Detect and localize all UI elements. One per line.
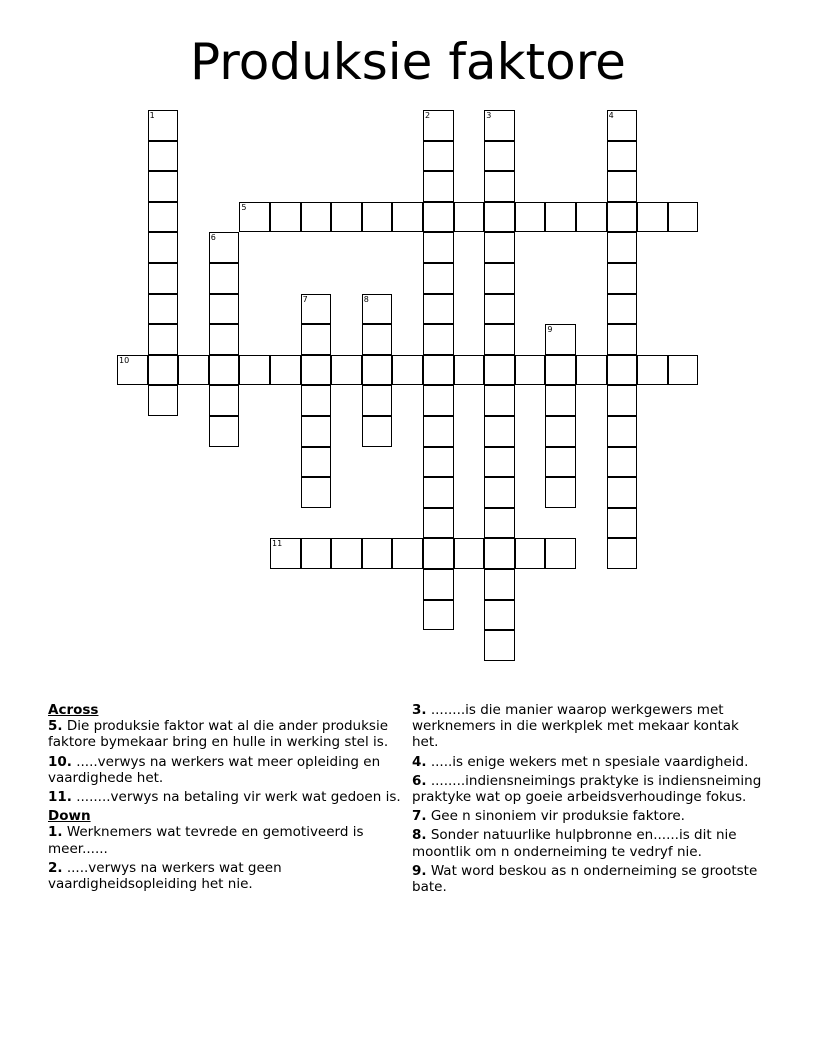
- cell-number: 10: [119, 355, 130, 365]
- crossword-cell[interactable]: [545, 447, 576, 478]
- crossword-cell[interactable]: [362, 538, 393, 569]
- clue-text: .....is enige wekers met n spesiale vaardigheid.: [426, 753, 749, 770]
- crossword-cell[interactable]: [484, 110, 515, 141]
- clue-down-2: [48, 860, 403, 892]
- crossword-cell[interactable]: [209, 263, 240, 294]
- crossword-cell[interactable]: [484, 416, 515, 447]
- crossword-cell[interactable]: [423, 538, 454, 569]
- crossword-cell[interactable]: [331, 355, 362, 386]
- crossword-cell[interactable]: [607, 477, 638, 508]
- crossword-cell[interactable]: [545, 477, 576, 508]
- crossword-cell[interactable]: [270, 538, 301, 569]
- crossword-cell[interactable]: [484, 630, 515, 661]
- cell-number: 11: [272, 539, 283, 549]
- cell-number: 9: [547, 325, 553, 335]
- crossword-cell[interactable]: [117, 355, 148, 386]
- crossword-cell[interactable]: [607, 232, 638, 263]
- crossword-cell[interactable]: [239, 202, 270, 233]
- crossword-cell[interactable]: [607, 294, 638, 325]
- crossword-cell[interactable]: [484, 324, 515, 355]
- crossword-cell[interactable]: [362, 324, 393, 355]
- clues-left-column: [48, 702, 403, 895]
- crossword-cell[interactable]: [607, 508, 638, 539]
- crossword-cell[interactable]: [545, 416, 576, 447]
- clues-right-column: [412, 702, 767, 898]
- crossword-cell[interactable]: [423, 294, 454, 325]
- crossword-cell[interactable]: [454, 355, 485, 386]
- crossword-cell[interactable]: [301, 416, 332, 447]
- crossword-cell[interactable]: [515, 202, 546, 233]
- crossword-cell[interactable]: [392, 202, 423, 233]
- crossword-cell[interactable]: [607, 355, 638, 386]
- crossword-cell[interactable]: [607, 447, 638, 478]
- crossword-cell[interactable]: [239, 355, 270, 386]
- crossword-cell[interactable]: [668, 202, 699, 233]
- crossword-cell[interactable]: [331, 202, 362, 233]
- crossword-cell[interactable]: [148, 110, 179, 141]
- crossword-cell[interactable]: [515, 355, 546, 386]
- crossword-cell[interactable]: [454, 538, 485, 569]
- cell-number: 6: [210, 233, 216, 243]
- crossword-cell[interactable]: [545, 538, 576, 569]
- crossword-cell[interactable]: [148, 294, 179, 325]
- crossword-cell[interactable]: [362, 355, 393, 386]
- crossword-cell[interactable]: [423, 447, 454, 478]
- crossword-cell[interactable]: [423, 324, 454, 355]
- down-heading: Down: [48, 808, 91, 825]
- clue-number: 4.: [412, 753, 427, 770]
- crossword-cell[interactable]: [423, 569, 454, 600]
- crossword-cell[interactable]: [484, 447, 515, 478]
- cell-number: 7: [302, 294, 308, 304]
- clue-down-3: [412, 702, 767, 751]
- clue-across-11: [48, 789, 403, 805]
- crossword-cell[interactable]: [392, 538, 423, 569]
- clue-text: .....verwys na werkers wat geen vaardigheidsopleiding het nie.: [48, 859, 282, 893]
- clue-text: ........verwys na betaling vir werk wat gedoen is.: [71, 789, 401, 806]
- crossword-cell[interactable]: [607, 538, 638, 569]
- crossword-cell[interactable]: [362, 202, 393, 233]
- clue-down-1: [48, 824, 403, 856]
- clue-down-8: [412, 827, 767, 859]
- crossword-cell[interactable]: [484, 294, 515, 325]
- clue-text: Die produksie faktor wat al die ander produksie faktore bymekaar bring en hulle in werking stel is.: [48, 718, 389, 751]
- crossword-cell[interactable]: [423, 202, 454, 233]
- crossword-cell[interactable]: [484, 508, 515, 539]
- crossword-cell[interactable]: [148, 324, 179, 355]
- crossword-cell[interactable]: [484, 385, 515, 416]
- crossword-cell[interactable]: [484, 600, 515, 631]
- crossword-cell[interactable]: [301, 538, 332, 569]
- crossword-cell[interactable]: [607, 171, 638, 202]
- cell-number: 5: [241, 202, 247, 212]
- clue-number: 11.: [48, 789, 72, 806]
- clue-text: .....verwys na werkers wat meer opleiding en vaardighede het.: [48, 753, 381, 786]
- clue-down-9: [412, 863, 767, 895]
- crossword-cell[interactable]: [484, 232, 515, 263]
- crossword-cell[interactable]: [423, 141, 454, 172]
- crossword-cell[interactable]: [607, 141, 638, 172]
- cell-number: 2: [425, 111, 431, 120]
- crossword-cell[interactable]: [607, 416, 638, 447]
- crossword-cell[interactable]: [607, 110, 638, 141]
- crossword-cell[interactable]: [637, 355, 668, 386]
- crossword-cell[interactable]: [484, 263, 515, 294]
- crossword-cell[interactable]: [545, 355, 576, 386]
- crossword-cell[interactable]: [392, 355, 423, 386]
- clue-number: 10.: [48, 753, 72, 770]
- crossword-cell[interactable]: [668, 355, 699, 386]
- crossword-cell[interactable]: [423, 263, 454, 294]
- clue-text: Wat word beskou as n onderneiming se grootste bate.: [412, 862, 758, 896]
- crossword-cell[interactable]: [454, 202, 485, 233]
- crossword-cell[interactable]: [301, 202, 332, 233]
- crossword-cell[interactable]: [148, 263, 179, 294]
- crossword-cell[interactable]: [148, 202, 179, 233]
- crossword-cell[interactable]: [301, 477, 332, 508]
- crossword-cell[interactable]: [148, 385, 179, 416]
- clue-number: 7.: [412, 808, 427, 825]
- clue-number: 9.: [412, 862, 427, 879]
- crossword-cell[interactable]: [362, 294, 393, 325]
- crossword-cell[interactable]: [209, 232, 240, 263]
- crossword-cell[interactable]: [545, 385, 576, 416]
- crossword-cell[interactable]: [607, 385, 638, 416]
- crossword-cell[interactable]: [148, 232, 179, 263]
- cell-number: 3: [486, 111, 492, 120]
- clue-number: 6.: [412, 772, 427, 789]
- crossword-cell[interactable]: [484, 569, 515, 600]
- crossword-cell[interactable]: [209, 324, 240, 355]
- crossword-cell[interactable]: [484, 538, 515, 569]
- crossword-cell[interactable]: [607, 202, 638, 233]
- crossword-cell[interactable]: [209, 416, 240, 447]
- crossword-cell[interactable]: [423, 477, 454, 508]
- crossword-cell[interactable]: [484, 477, 515, 508]
- crossword-cell[interactable]: [270, 355, 301, 386]
- cell-number: 1: [149, 111, 155, 120]
- crossword-cell[interactable]: [301, 355, 332, 386]
- clue-down-6: [412, 773, 767, 805]
- crossword-cell[interactable]: [178, 355, 209, 386]
- crossword-cell[interactable]: [209, 385, 240, 416]
- crossword-cell[interactable]: [148, 171, 179, 202]
- crossword-cell[interactable]: [423, 232, 454, 263]
- clue-number: 5.: [48, 718, 63, 735]
- clue-text: Gee n sinoniem vir produksie faktore.: [426, 808, 685, 825]
- crossword-cell[interactable]: [423, 600, 454, 631]
- clue-number: 8.: [412, 827, 427, 844]
- crossword-cell[interactable]: [362, 385, 393, 416]
- clue-text: Sonder natuurlike hulpbronne en......is dit nie moontlik om n onderneiming te vedryf nie.: [412, 827, 737, 860]
- clue-number: 3.: [412, 702, 427, 718]
- crossword-cell[interactable]: [637, 202, 668, 233]
- crossword-cell[interactable]: [607, 263, 638, 294]
- crossword-cell[interactable]: [423, 171, 454, 202]
- crossword-cell[interactable]: [270, 202, 301, 233]
- crossword-cell[interactable]: [148, 141, 179, 172]
- clue-down-4: [412, 754, 767, 770]
- clue-across-10: [48, 754, 403, 786]
- crossword-cell[interactable]: [362, 416, 393, 447]
- cell-number: 4: [608, 111, 614, 120]
- crossword-cell[interactable]: [423, 110, 454, 141]
- crossword-cell[interactable]: [423, 355, 454, 386]
- crossword-cell[interactable]: [484, 202, 515, 233]
- crossword-cell[interactable]: [301, 294, 332, 325]
- crossword-cell[interactable]: [545, 202, 576, 233]
- crossword-cell[interactable]: [576, 355, 607, 386]
- cell-number: 8: [363, 294, 369, 304]
- crossword-cell[interactable]: [209, 355, 240, 386]
- clue-down-7: [412, 808, 767, 824]
- crossword-cell[interactable]: [423, 508, 454, 539]
- clue-text: ........is die manier waarop werkgewers met werknemers in die werkplek met mekaar kontak het.: [412, 702, 739, 751]
- crossword-cell[interactable]: [545, 324, 576, 355]
- clue-text: Werknemers wat tevrede en gemotiveerd is meer......: [48, 824, 364, 857]
- crossword-cell[interactable]: [423, 416, 454, 447]
- crossword-cell[interactable]: [301, 447, 332, 478]
- crossword-cell[interactable]: [484, 355, 515, 386]
- crossword-cell[interactable]: [484, 171, 515, 202]
- across-heading: Across: [48, 702, 99, 718]
- crossword-cell[interactable]: [301, 385, 332, 416]
- crossword-cell[interactable]: [607, 324, 638, 355]
- crossword-cell[interactable]: [423, 385, 454, 416]
- crossword-cell[interactable]: [209, 294, 240, 325]
- clue-text: ........indiensneimings praktyke is indiensneiming praktyke wat op goeie arbeidsverhoudinge fokus.: [412, 772, 762, 806]
- crossword-cell[interactable]: [484, 141, 515, 172]
- clue-number: 2.: [48, 859, 63, 876]
- page-title: Produksie faktore: [190, 33, 626, 91]
- clue-across-5: [48, 718, 403, 750]
- crossword-cell[interactable]: [576, 202, 607, 233]
- crossword-cell[interactable]: [331, 538, 362, 569]
- crossword-cell[interactable]: [148, 355, 179, 386]
- crossword-cell[interactable]: [515, 538, 546, 569]
- clue-number: 1.: [48, 824, 63, 841]
- crossword-cell[interactable]: [301, 324, 332, 355]
